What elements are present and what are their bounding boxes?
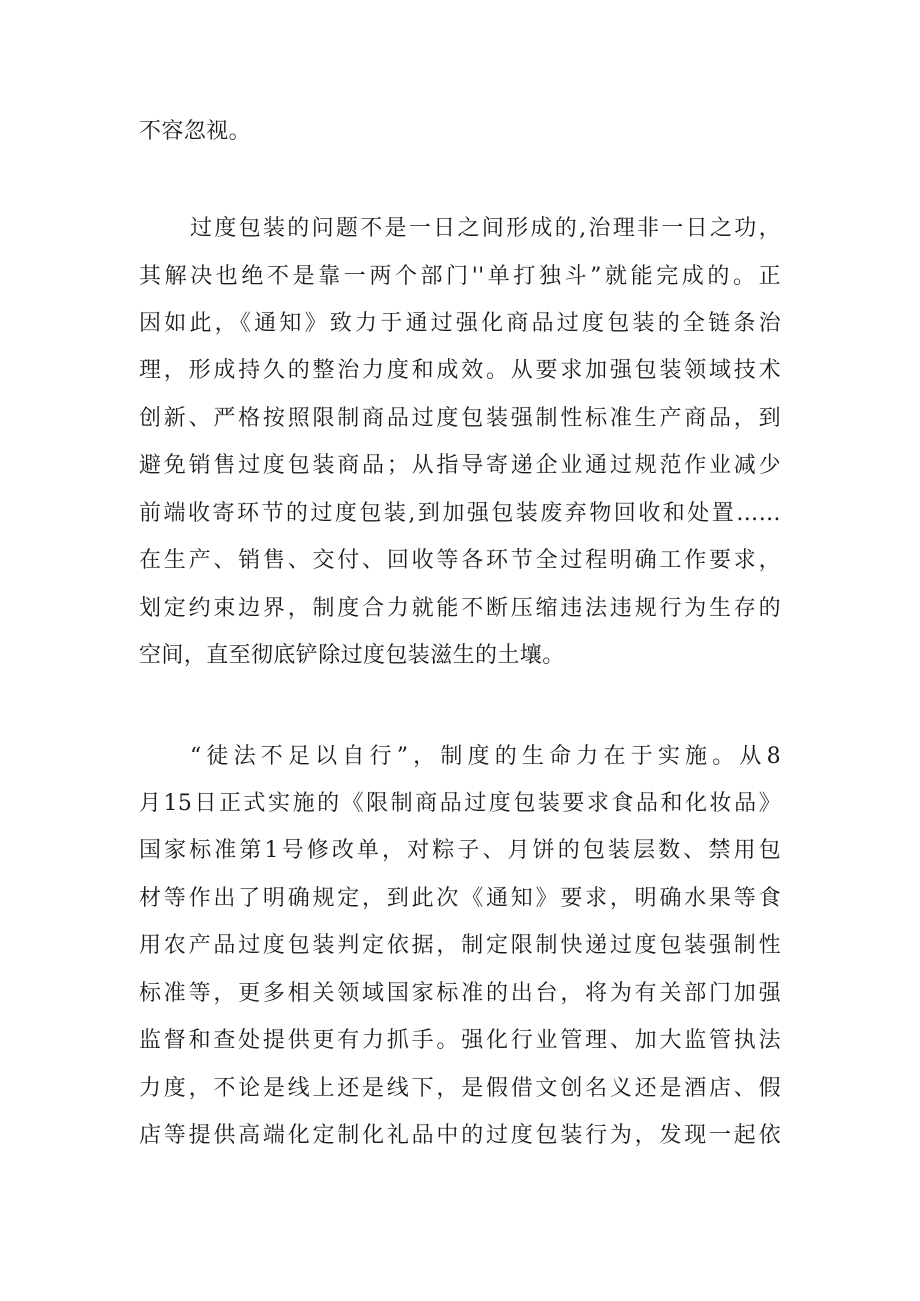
paragraph-line: 创新、严格按照限制商品过度包装强制性标准生产商品，到 [139,406,781,431]
paragraph-line: 国家标准第1号修改单，对粽子、月饼的包装层数、禁用包 [139,838,781,863]
paragraph-line: 力度，不论是线上还是线下，是假借文创名义还是酒店、假 [139,1076,781,1101]
paragraph-line: 材等作出了明确规定，到此次《通知》要求，明确水果等食 [139,886,781,911]
paragraph-line: 避免销售过度包装商品；从指导寄递企业通过规范作业减少 [139,453,781,478]
paragraph-line: 月15日正式实施的《限制商品过度包装要求食品和化妆品》 [139,791,781,816]
paragraph-line: 理，形成持久的整治力度和成效。从要求加强包装领域技术 [139,358,781,383]
paragraph-line: 店等提供高端化定制化礼品中的过度包装行为，发现一起依 [139,1123,781,1148]
paragraph-line: 其解决也绝不是靠一两个部门''单打独斗”就能完成的。正 [139,264,781,289]
paragraph-line: 用农产品过度包装判定依据，制定限制快递过度包装强制性 [139,933,781,958]
paragraph-line: “徒法不足以自行”，制度的生命力在于实施。从8 [190,744,781,769]
paragraph-line: 空间，直至彻底铲除过度包装滋生的土壤。 [139,643,565,668]
paragraph-line: 因如此，《通知》致力于通过强化商品过度包装的全链条治 [139,311,781,336]
paragraph-line: 在生产、销售、交付、回收等各环节全过程明确工作要求， [139,548,781,573]
paragraph-line: 监督和查处提供更有力抓手。强化行业管理、加大监管执法 [139,1028,781,1053]
paragraph-line: 标准等，更多相关领域国家标准的出台，将为有关部门加强 [139,981,781,1006]
paragraph-line: 前端收寄环节的过度包装,到加强包装废弃物回收和处置…… [139,501,781,526]
paragraph-line: 划定约束边界，制度合力就能不断压缩违法违规行为生存的 [139,596,781,621]
paragraph-line: 过度包装的问题不是一日之间形成的,治理非一日之功， [190,216,781,241]
paragraph-line: 不容忽视。 [139,119,252,144]
